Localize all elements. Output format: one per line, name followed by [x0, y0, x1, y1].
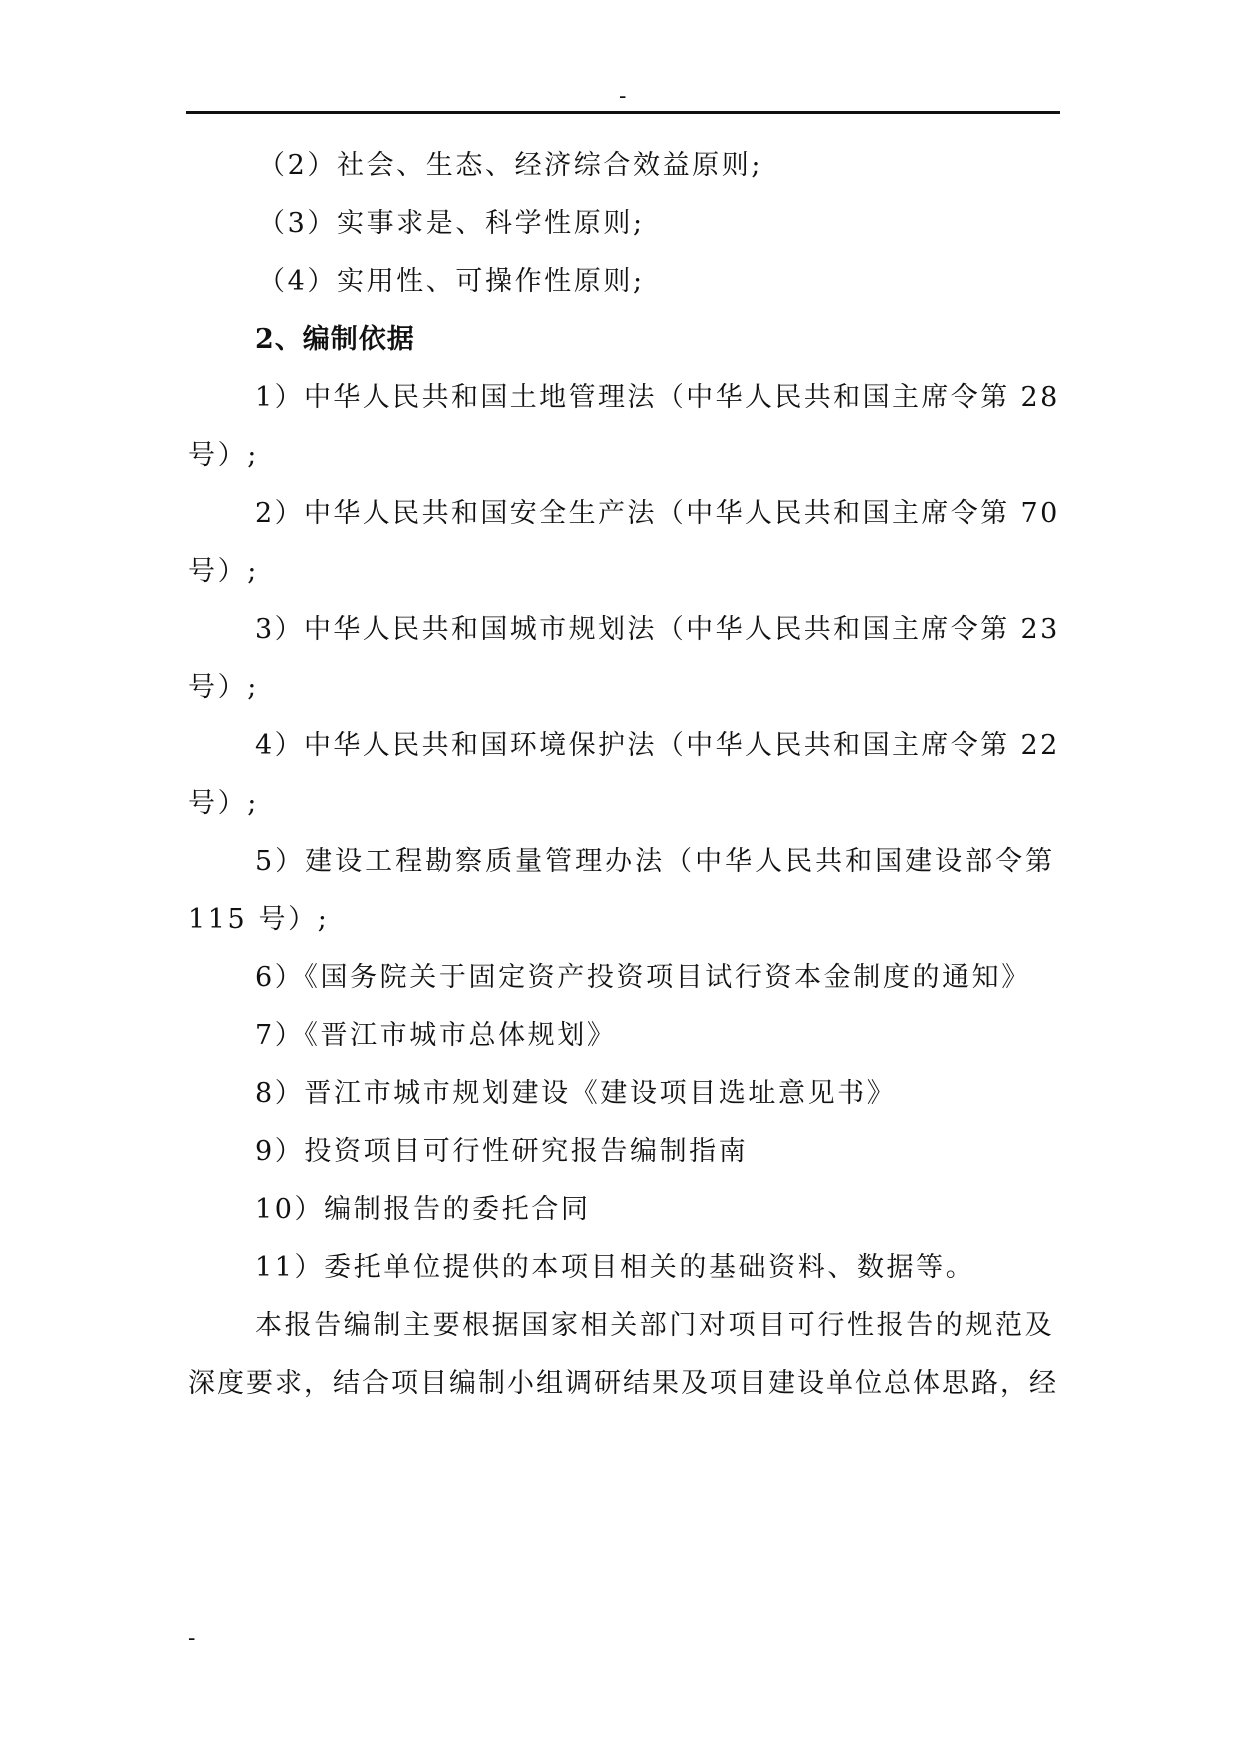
basis-item-5-line-1: 5）建设工程勘察质量管理办法（中华人民共和国建设部令第	[255, 846, 1056, 877]
basis-item-3-line-2: 号）;	[188, 672, 259, 703]
basis-item-1-line-2: 号）;	[188, 440, 259, 471]
basis-item-2-line-2: 号）;	[188, 556, 259, 587]
basis-item-5-line-2: 115 号）;	[188, 904, 330, 935]
principle-2: （2）社会、生态、经济综合效益原则;	[258, 150, 764, 181]
closing-paragraph-line-1: 本报告编制主要根据国家相关部门对项目可行性报告的规范及	[255, 1310, 1055, 1341]
basis-item-4-line-1: 4）中华人民共和国环境保护法（中华人民共和国主席令第 22	[255, 730, 1060, 761]
basis-item-7: 7）《晋江市城市总体规划》	[255, 1020, 617, 1051]
basis-item-8: 8）晋江市城市规划建设《建设项目选址意见书》	[255, 1078, 897, 1109]
principle-4: （4）实用性、可操作性原则;	[258, 266, 645, 297]
basis-item-4-line-2: 号）;	[188, 788, 259, 819]
basis-item-3-line-1: 3）中华人民共和国城市规划法（中华人民共和国主席令第 23	[255, 614, 1060, 645]
basis-item-10: 10）编制报告的委托合同	[255, 1194, 591, 1225]
basis-item-11: 11）委托单位提供的本项目相关的基础资料、数据等。	[255, 1252, 976, 1283]
basis-item-6: 6）《国务院关于固定资产投资项目试行资本金制度的通知》	[255, 962, 1031, 993]
section-heading: 2、编制依据	[255, 324, 415, 355]
header-divider	[186, 111, 1060, 114]
page-header-mark: -	[619, 84, 627, 109]
principle-3: （3）实事求是、科学性原则;	[258, 208, 645, 239]
basis-item-9: 9）投资项目可行性研究报告编制指南	[255, 1136, 749, 1167]
basis-item-2-line-1: 2）中华人民共和国安全生产法（中华人民共和国主席令第 70	[255, 498, 1060, 529]
basis-item-1-line-1: 1）中华人民共和国土地管理法（中华人民共和国主席令第 28	[255, 382, 1060, 413]
closing-paragraph-line-2: 深度要求，结合项目编制小组调研结果及项目建设单位总体思路，经	[188, 1368, 1058, 1399]
page-footer-mark: -	[188, 1626, 196, 1651]
